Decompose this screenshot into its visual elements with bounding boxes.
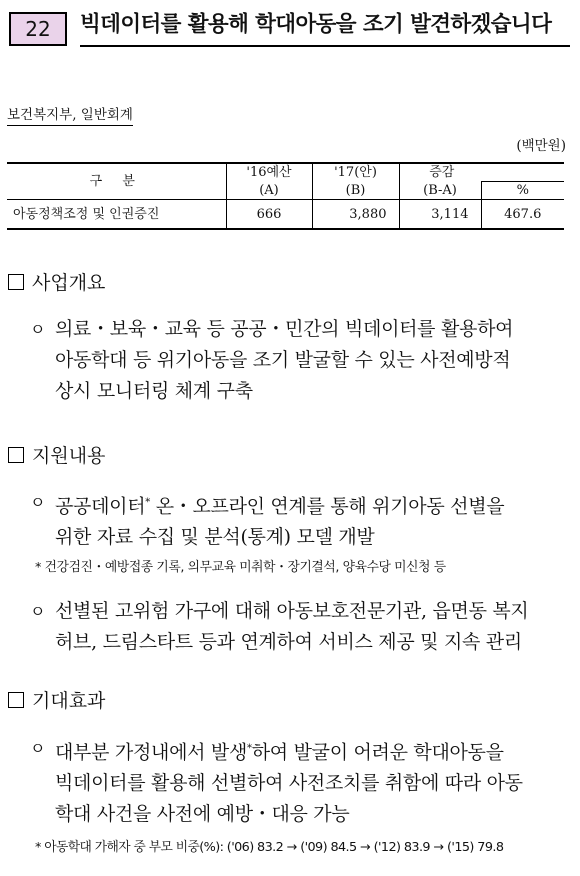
circle-bullet-icon: ㅇ <box>30 739 46 758</box>
department-label: 보건복지부, 일반회계 <box>7 106 133 126</box>
checkbox-square-icon <box>8 447 24 463</box>
table-header-row <box>7 163 564 182</box>
support-item-2-line-1: 선별된 고위험 가구에 대해 아동보호전문기관, 읍면동 복지 <box>55 600 529 622</box>
support-item-1-pre: 공공데이터 <box>55 495 146 518</box>
section-effect-heading <box>8 686 105 713</box>
table-row <box>7 200 564 230</box>
effect-footnote: * 아동학대 가해자 중 부모 비중(%): ('06) 83.2 → ('09) 84.5 → ('12) 83.9 → ('15) 79.8 <box>35 840 504 855</box>
header-change-sub: (B-A) <box>399 182 481 200</box>
section-heading-text: 지원내용 <box>32 445 106 467</box>
effect-line-1 <box>55 733 572 768</box>
circle-bullet-icon: ㅇ <box>30 320 46 339</box>
header-2016-sub: (A) <box>226 182 312 200</box>
footnote-marker: * <box>145 497 150 508</box>
page-title: 빅데이터를 활용해 학대아동을 조기 발견하겠습니다 <box>80 12 552 37</box>
effect-line-1-post: 하여 발굴이 어려운 학대아동을 <box>251 741 504 764</box>
effect-line-3: 학대 사건을 사전에 예방・대응 가능 <box>55 803 350 826</box>
overview-line-2: 아동학대 등 위기아동을 조기 발굴할 수 있는 사전예방적 <box>55 349 511 371</box>
effect-line-1-pre: 대부분 가정내에서 발생 <box>55 741 248 764</box>
support-item-2 <box>30 596 572 658</box>
section-heading-text: 사업개요 <box>32 272 106 294</box>
section-heading-text: 기대효과 <box>32 690 106 712</box>
header-change-label: 증감 <box>429 165 455 180</box>
support-item-2-line-2: 허브, 드림스타트 등과 연계하여 서비스 제공 및 지속 관리 <box>55 631 522 653</box>
budget-table <box>7 162 564 230</box>
overview-paragraph <box>30 314 572 407</box>
support-item-1-post: 온・오프라인 연계를 통해 위기아동 선별을 <box>149 495 505 518</box>
checkbox-square-icon <box>8 274 24 290</box>
header-percent: % <box>481 182 564 200</box>
effect-item <box>30 733 572 830</box>
circle-bullet-icon: ㅇ <box>30 493 46 512</box>
circle-bullet-icon: ㅇ <box>30 602 46 621</box>
row-2017-value: 3,880 <box>312 200 399 230</box>
support-item-1 <box>30 487 572 553</box>
section-number-badge: 22 <box>9 12 67 46</box>
overview-line-1: 의료・보육・교육 등 공공・민간의 빅데이터를 활용하여 <box>55 318 514 340</box>
row-change-value: 3,114 <box>399 200 481 230</box>
support-item-1-line-2: 위한 자료 수집 및 분석(통계) 모델 개발 <box>55 526 375 549</box>
row-percent-value: 467.6 <box>481 200 564 230</box>
row-program-name: 아동정책조정 및 인권증진 <box>7 200 226 230</box>
title-underline <box>80 45 570 47</box>
footnote-marker: * <box>247 743 252 754</box>
support-item-1-line-1 <box>55 487 572 522</box>
header-2017-label: '17(안) <box>312 163 399 182</box>
checkbox-square-icon <box>8 692 24 708</box>
row-2016-value: 666 <box>226 200 312 230</box>
header-2017-sub: (B) <box>312 182 399 200</box>
header-2016-label: '16예산 <box>226 163 312 182</box>
header-category: 구 분 <box>7 163 226 200</box>
section-overview-heading <box>8 268 105 295</box>
effect-line-2: 빅데이터를 활용해 선별하여 사전조치를 취함에 따라 아동 <box>55 772 523 795</box>
overview-line-3: 상시 모니터링 체계 구축 <box>55 380 253 402</box>
section-support-heading <box>8 441 105 468</box>
support-footnote: * 건강검진・예방접종 기록, 의무교육 미취학・장기결석, 양육수당 미신청 등 <box>35 560 446 575</box>
unit-label: (백만원) <box>516 138 566 154</box>
